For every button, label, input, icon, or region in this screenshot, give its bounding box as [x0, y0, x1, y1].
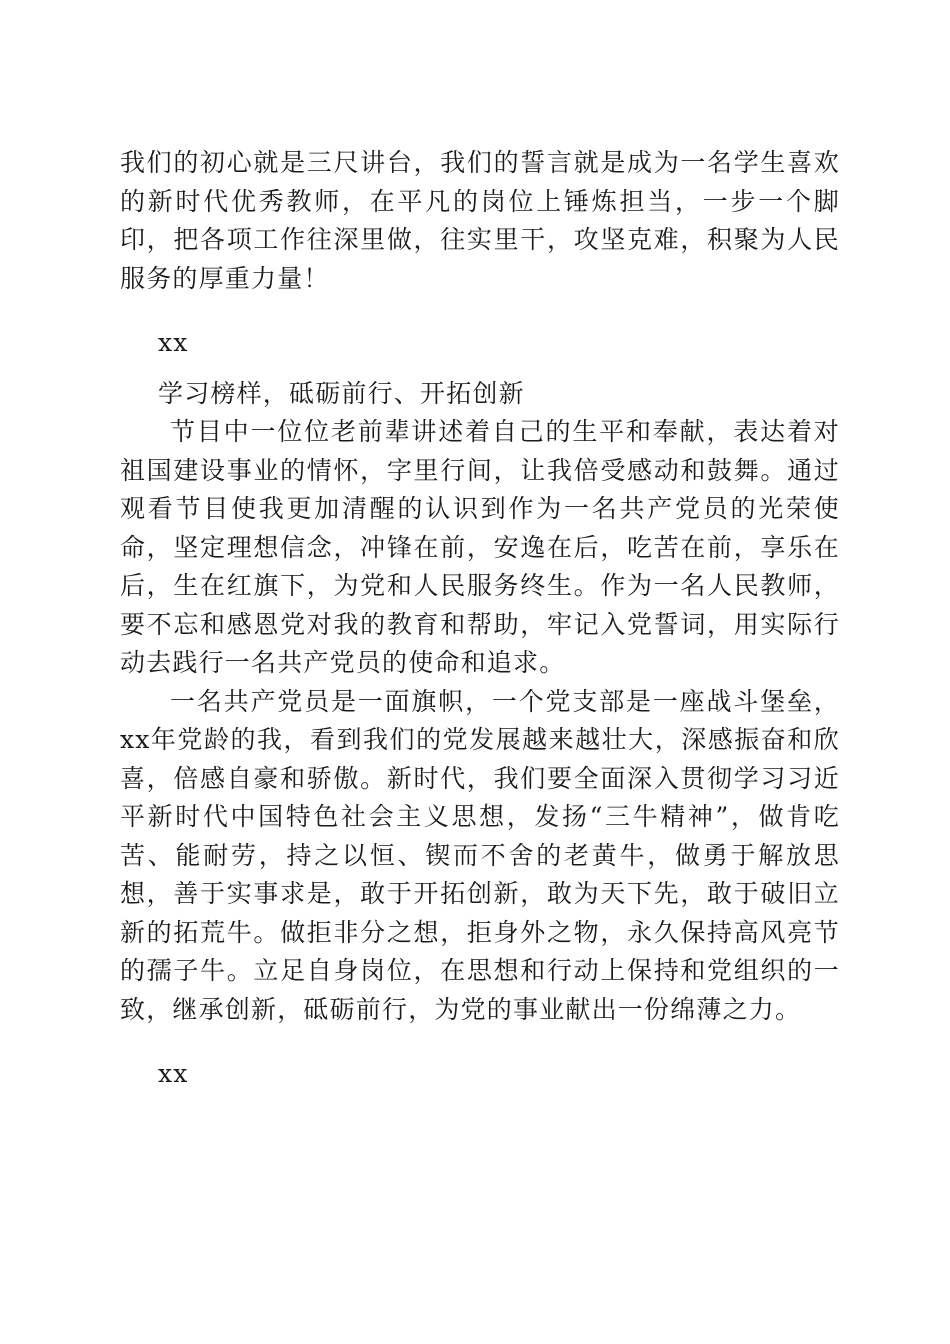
intro-paragraph: 我们的初心就是三尺讲台，我们的誓言就是成为一名学生喜欢的新时代优秀教师，在平凡的岗位上锤炼担当，一步一个脚印，把各项工作往深里做，往实里干，攻坚克难，积聚为人民服务的厚重力量！	[120, 148, 840, 293]
spacer	[120, 298, 840, 324]
author-signature: xx	[158, 328, 189, 357]
spacer	[120, 363, 840, 375]
document-body	[120, 144, 840, 1094]
author-signature-2: xx	[158, 1059, 189, 1088]
body-paragraph-1: 节目中一位位老前辈讲述着自己的生平和奉献，表达着对祖国建设事业的情怀，字里行间，让我倍受感动和鼓舞。通过观看节目使我更加清醒的认识到作为一名共产党员的光荣使命，坚定理想信念，冲锋在前，安逸在后，吃苦在前，享乐在后，生在红旗下，为党和人民服务终生。作为一名人民教师，要不忘和感恩党对我的教育和帮助，牢记入党誓词，用实际行动去践行一名共产党员的使命和追求。	[120, 417, 840, 677]
section-heading: 学习榜样，砥砺前行、开拓创新	[158, 378, 525, 408]
spacer	[120, 1029, 840, 1055]
body-paragraph-2: 一名共产党员是一面旗帜，一个党支部是一座战斗堡垒，xx年党龄的我，看到我们的党发展越来越壮大，深感振奋和欣喜，倍感自豪和骄傲。新时代，我们要全面深入贯彻学习习近平新时代中国特色社会主义思想，发扬“三牛精神”，做肯吃苦、能耐劳，持之以恒、锲而不舍的老黄牛，做勇于解放思想，善于实事求是，敢于开拓创新，敢为天下先，敢于破旧立新的拓荒牛。做拒非分之想，拒身外之物，永久保持高风亮节的孺子牛。立足自身岗位，在思想和行动上保持和党组织的一致，继承创新，砥砺前行，为党的事业献出一份绵薄之力。	[120, 686, 840, 1024]
